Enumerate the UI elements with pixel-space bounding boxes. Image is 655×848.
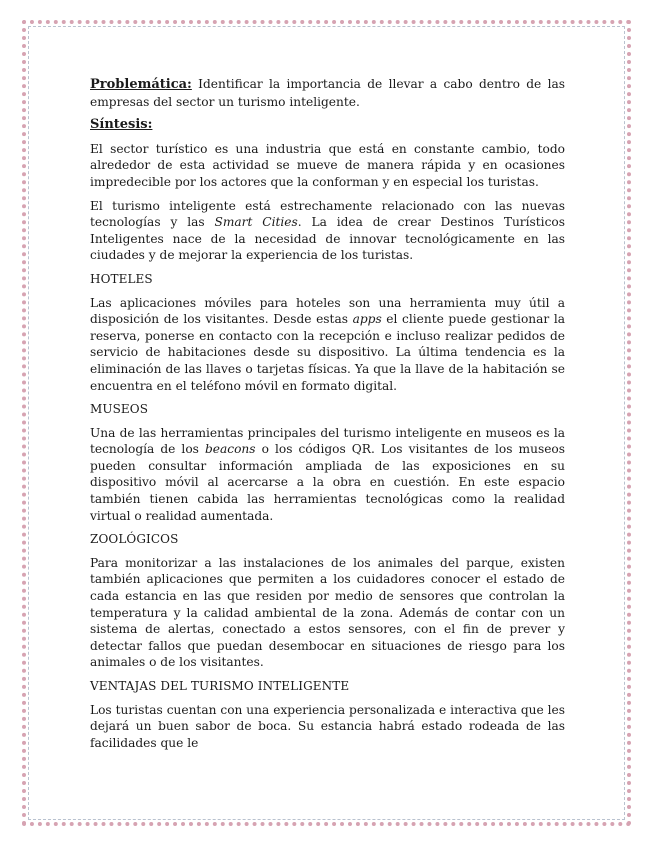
museums-text-a: Una de las herramientas principales del turismo inteligente en museos es la tecnología de los	[90, 425, 565, 457]
synthesis-p2-text-a: El turismo inteligente está estrechamente relacionado con las nuevas tecnologías y las	[90, 198, 565, 230]
synthesis-p2-emphasis: Smart Cities	[214, 215, 298, 230]
zoos-paragraph: Para monitorizar a las instalaciones de los animales del parque, existen también aplicaciones que permiten a los cuidadores conocer el estado de cada estancia en las que residen por medio de sensores que controlan la temperatura y la calidad ambiental de la zona. Además de contar con un sistema de alertas, conectado a estos sensores, con el fin de prever y detectar fallos que puedan desembocar en situaciones de riesgo para los animales o de los visitantes.	[90, 555, 565, 670]
problem-paragraph	[90, 76, 565, 110]
synthesis-paragraph-2	[90, 198, 565, 264]
hotels-emphasis: apps	[352, 312, 382, 327]
hotels-text-a: Las aplicaciones móviles para hoteles son una herramienta muy útil a disposición de los visitantes. Desde estas	[90, 295, 565, 327]
hotels-text-b: el cliente puede gestionar la reserva, ponerse en contacto con la recepción e incluso realizar pedidos de servicio de habitaciones desde su dispositivo. La última tendencia es la eliminación de las llaves o tarjetas físicas. Ya que la llave de la habitación se encuentra en el teléfono móvil en formato digital.	[90, 312, 565, 393]
advantages-paragraph: Los turistas cuentan con una experiencia personalizada e interactiva que les dejará un buen sabor de boca. Su estancia habrá estado rodeada de las facilidades que le	[90, 702, 565, 750]
advantages-heading: VENTAJAS DEL TURISMO INTELIGENTE	[90, 679, 350, 693]
document-body	[90, 76, 565, 758]
museums-paragraph	[90, 425, 565, 525]
synthesis-heading: Síntesis:	[90, 117, 153, 133]
museums-emphasis: beacons	[204, 442, 256, 457]
hotels-paragraph	[90, 295, 565, 395]
synthesis-p2-text-b: . La idea de crear Destinos Turísticos Inteligentes nace de la necesidad de innovar tecnológicamente en las ciudades y de mejorar la experiencia de los turistas.	[90, 215, 565, 263]
zoos-heading: ZOOLÓGICOS	[90, 532, 179, 547]
problem-text: Identificar la importancia de llevar a cabo dentro de las empresas del sector un turismo inteligente.	[90, 77, 565, 109]
synthesis-paragraph-1: El sector turístico es una industria que está en constante cambio, todo alrededor de esta actividad se mueve de manera rápida y en ocasiones impredecible por los actores que la conforman y en especial los turistas.	[90, 141, 565, 189]
hotels-heading: HOTELES	[90, 271, 153, 286]
museums-text-b: o los códigos QR. Los visitantes de los museos pueden consultar información ampliada de las exposiciones en su dispositivo móvil al acercarse a la obra en cuestión. En este espacio también tienen cabida las herramientas tecnológicas como la realidad virtual o realidad aumentada.	[90, 442, 566, 523]
problem-label: Problemática:	[90, 77, 192, 92]
museums-heading: MUSEOS	[90, 402, 149, 417]
